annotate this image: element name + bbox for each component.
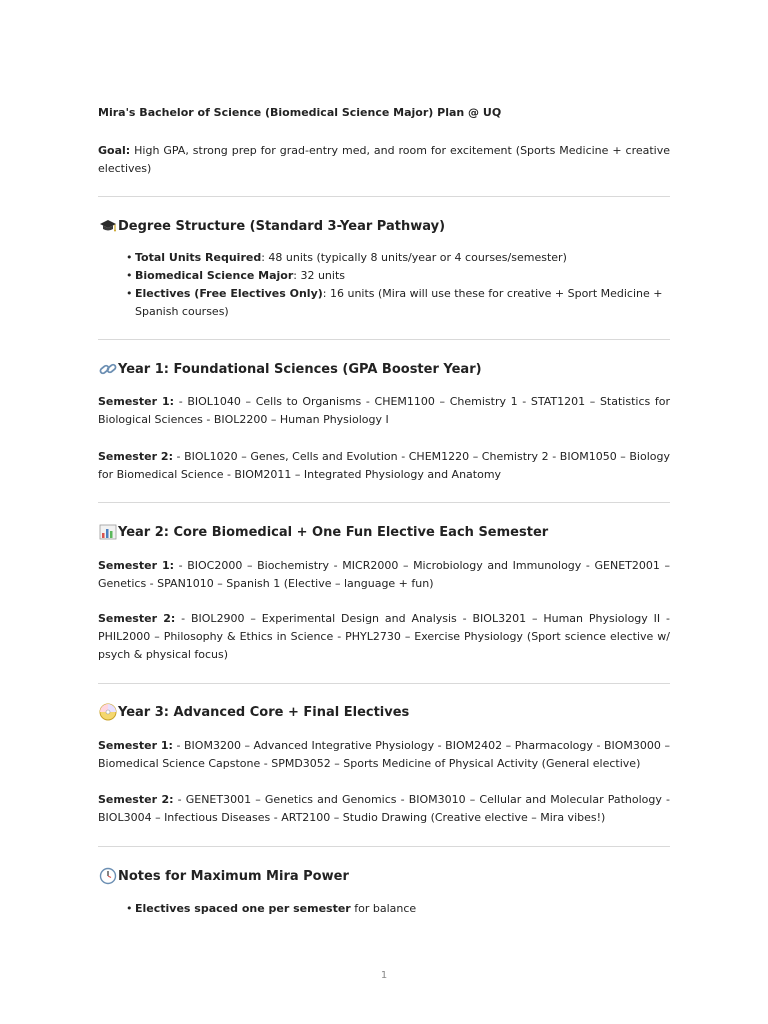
divider — [98, 339, 670, 340]
year3-heading-text: Year 3: Advanced Core + Final Electives — [118, 704, 410, 720]
notes-list — [126, 900, 670, 918]
year2-semester1 — [98, 557, 670, 593]
list-item-label: Total Units Required — [135, 251, 262, 264]
list-item-text: : 16 units (Mira will use these for creative + Sport Medicine + Spanish courses) — [135, 287, 663, 318]
semester-courses: - BIOC2000 – Biochemistry - MICR2000 – Microbiology and Immunology - GENET2001 – Genetics - SPAN1010 – Spanish 1 (Elective – language + fun) — [98, 559, 670, 590]
year2-heading — [98, 523, 548, 541]
divider — [98, 196, 670, 197]
semester-label: Semester 2: — [98, 793, 174, 806]
year1-semester2 — [98, 448, 670, 484]
list-item — [126, 249, 670, 267]
notes-heading — [98, 867, 349, 885]
semester-label: Semester 1: — [98, 739, 173, 752]
divider — [98, 502, 670, 503]
clock-icon — [98, 867, 118, 885]
year3-heading — [98, 703, 409, 721]
year2-semester2 — [98, 610, 670, 664]
bar-chart-icon — [98, 523, 118, 541]
degree-structure-list — [126, 249, 670, 321]
semester-label: Semester 2: — [98, 450, 173, 463]
link-icon — [98, 360, 118, 378]
year3-semester2 — [98, 791, 670, 827]
graduation-cap-icon — [98, 217, 118, 235]
year1-heading-text: Year 1: Foundational Sciences (GPA Booster Year) — [118, 361, 482, 377]
year3-semester1 — [98, 737, 670, 773]
list-item-label: Electives spaced one per semester — [135, 902, 351, 915]
goal-text: High GPA, strong prep for grad-entry med, and room for excitement (Sports Medicine + creative electives) — [98, 144, 670, 175]
year1-heading — [98, 360, 482, 378]
semester-courses: - BIOL1020 – Genes, Cells and Evolution - CHEM1220 – Chemistry 2 - BIOM1050 – Biology for Biomedical Science - BIOM2011 – Integrated Physiology and Anatomy — [98, 450, 670, 481]
goal-paragraph — [98, 142, 670, 178]
disc-icon — [98, 703, 118, 721]
divider — [98, 683, 670, 684]
degree-structure-heading — [98, 217, 445, 235]
year2-heading-text: Year 2: Core Biomedical + One Fun Elective Each Semester — [118, 524, 549, 540]
semester-label: Semester 1: — [98, 559, 175, 572]
semester-courses: - GENET3001 – Genetics and Genomics - BIOM3010 – Cellular and Molecular Pathology - BIOL3004 – Infectious Diseases - ART2100 – Studio Drawing (Creative elective – Mira vibes!) — [98, 793, 670, 824]
divider — [98, 846, 670, 847]
degree-structure-heading-text: Degree Structure (Standard 3-Year Pathway) — [118, 218, 446, 234]
list-item — [126, 285, 670, 321]
semester-label: Semester 1: — [98, 395, 175, 408]
list-item — [126, 267, 670, 285]
list-item-text: for balance — [350, 902, 417, 915]
list-item-label: Biomedical Science Major — [135, 269, 294, 282]
semester-courses: - BIOM3200 – Advanced Integrative Physiology - BIOM2402 – Pharmacology - BIOM3000 – Biomedical Science Capstone - SPMD3052 – Sports Medicine of Physical Activity (General elective) — [98, 739, 670, 770]
semester-label: Semester 2: — [98, 612, 176, 625]
list-item-text: : 32 units — [293, 269, 346, 282]
list-item — [126, 900, 670, 918]
list-item-text: : 48 units (typically 8 units/year or 4 courses/semester) — [261, 251, 567, 264]
semester-courses: - BIOL2900 – Experimental Design and Analysis - BIOL3201 – Human Physiology II - PHIL2000 – Philosophy & Ethics in Science - PHYL2730 – Exercise Physiology (Sport science elective w/ psych & physical focus) — [98, 612, 670, 661]
page-number: 1 — [380, 970, 388, 981]
notes-heading-text: Notes for Maximum Mira Power — [118, 868, 349, 884]
goal-label: Goal: — [98, 144, 131, 157]
document-title: Mira's Bachelor of Science (Biomedical Science Major) Plan @ UQ — [98, 106, 502, 119]
year1-semester1 — [98, 393, 670, 429]
semester-courses: - BIOL1040 – Cells to Organisms - CHEM1100 – Chemistry 1 - STAT1201 – Statistics for Biological Sciences - BIOL2200 – Human Physiology I — [98, 395, 671, 426]
list-item-label: Electives (Free Electives Only) — [135, 287, 323, 300]
